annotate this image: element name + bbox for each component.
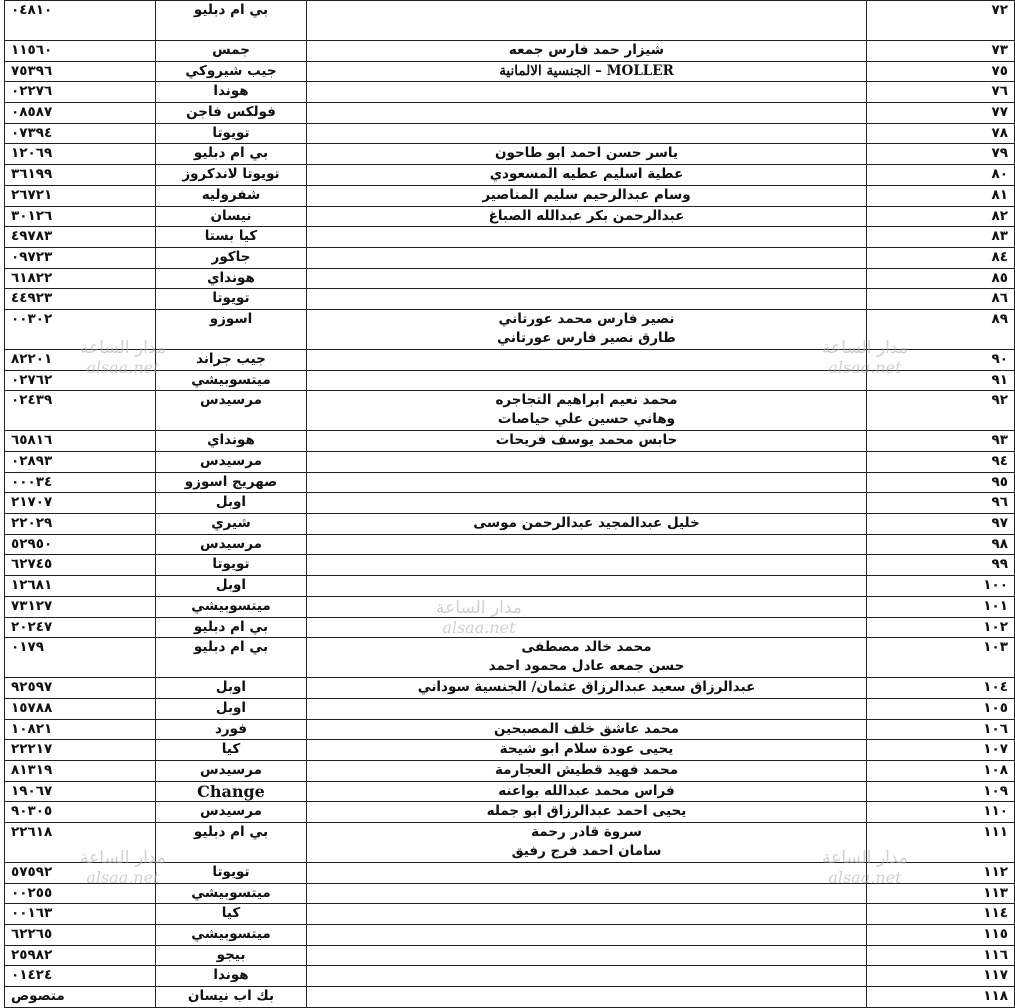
watermark-arabic: مدار الساعة: [80, 848, 166, 868]
plate-number: ٢٠٢٤٧: [5, 617, 156, 638]
owner-name: محمد خالد مصطفى: [521, 639, 652, 656]
vehicle-make: تويوتا: [156, 123, 307, 144]
table-row: [5, 206, 1015, 227]
row-number: ١٠٣: [867, 638, 1015, 678]
table-row: [5, 247, 1015, 268]
table-row: [5, 883, 1015, 904]
row-number: ٩٠: [867, 349, 1015, 370]
table-body: [5, 1, 1015, 1008]
plate-number: ٦٢٢٦٥: [5, 925, 156, 946]
owner-names: [307, 493, 867, 514]
owner-name: عبدالرزاق سعيد عبدالرزاق عثمان/ الجنسية سوداني: [417, 679, 756, 696]
row-number: ١١٤: [867, 904, 1015, 925]
vehicle-make: بي ام دبليو: [156, 617, 307, 638]
plate-number: ٠٢٢٧٦: [5, 82, 156, 103]
plate-number: ١٠٨٢١: [5, 719, 156, 740]
watermark-url: alsaa.net: [828, 868, 902, 887]
owner-names: [307, 472, 867, 493]
table-row: [5, 391, 1015, 431]
table-row: [5, 617, 1015, 638]
owner-names: [307, 391, 867, 431]
row-number: ١١٥: [867, 925, 1015, 946]
owner-name: حابس محمد يوسف فريحات: [495, 432, 678, 449]
plate-number: ٤٩٧٨٣: [5, 227, 156, 248]
owner-name: نصير فارس محمد عورتاني: [498, 310, 675, 327]
plate-number: ٩٠٣٠٥: [5, 802, 156, 823]
owner-names: [307, 103, 867, 124]
owner-names: [307, 555, 867, 576]
plate-number: ٠٠٣٠٢: [5, 309, 156, 349]
plate-number: ٣٠١٢٦: [5, 206, 156, 227]
owner-names: [307, 61, 867, 82]
owner-names: [307, 945, 867, 966]
owner-name: عبدالرحمن بكر عبدالله الصباغ: [488, 207, 685, 224]
owner-names: [307, 82, 867, 103]
table-row: [5, 987, 1015, 1008]
owner-names: [307, 863, 867, 884]
table-row: [5, 945, 1015, 966]
row-number: ٨٦: [867, 289, 1015, 310]
row-number: ١٠٢: [867, 617, 1015, 638]
vehicle-make: صهريج اسوزو: [156, 472, 307, 493]
owner-names: [307, 123, 867, 144]
owner-names: [307, 431, 867, 452]
vehicle-make: بي ام دبليو: [156, 638, 307, 678]
owner-name: عطية اسليم عطيه المسعودي: [489, 166, 684, 183]
row-number: ١٠٠: [867, 576, 1015, 597]
plate-number: ٥٢٩٥٠: [5, 534, 156, 555]
row-number: ١٠٦: [867, 719, 1015, 740]
row-number: ١١٠: [867, 802, 1015, 823]
row-number: ١١١: [867, 823, 1015, 863]
owner-names: [307, 823, 867, 863]
row-number: ١٠٩: [867, 781, 1015, 802]
vehicle-make: جمس: [156, 41, 307, 62]
table-row: [5, 781, 1015, 802]
table-row: [5, 472, 1015, 493]
vehicle-make: هوندا: [156, 966, 307, 987]
table-row: [5, 41, 1015, 62]
plate-number: ٦١٨٢٢: [5, 268, 156, 289]
row-number: ١٠٤: [867, 678, 1015, 699]
vehicle-make: هونداي: [156, 431, 307, 452]
vehicle-make: جاكور: [156, 247, 307, 268]
owner-name: فراس محمد عبدالله بواعنه: [498, 782, 675, 799]
owner-name: شيزار حمد فارس جمعه: [508, 42, 665, 58]
plate-number: ٠٢٤٣٩: [5, 391, 156, 431]
vehicle-make: فورد: [156, 719, 307, 740]
table-row: [5, 802, 1015, 823]
plate-number: ٠٢٨٩٣: [5, 452, 156, 473]
owner-name: محمد عاشق خلف المصبحين: [493, 720, 680, 737]
row-number: ٨٢: [867, 206, 1015, 227]
vehicle-make: ميتسوبيشي: [156, 370, 307, 391]
plate-number: ٠٠١٦٣: [5, 904, 156, 925]
vehicle-make: Change: [156, 781, 307, 802]
table-row: [5, 925, 1015, 946]
plate-number: ٢٢٦١٨: [5, 823, 156, 863]
vehicle-make: مرسيدس: [156, 534, 307, 555]
vehicle-owner-table: [4, 0, 1015, 1008]
watermark-url: alsaa.net: [86, 358, 160, 377]
vehicle-make: تويوتا: [156, 863, 307, 884]
table-row: [5, 144, 1015, 165]
table-row: [5, 740, 1015, 761]
row-number: ١٠٨: [867, 760, 1015, 781]
owner-name: يحيى احمد عبدالرزاق ابو جمله: [486, 803, 687, 820]
vehicle-make: اوبل: [156, 698, 307, 719]
owner-names: [307, 925, 867, 946]
vehicle-make: جيب جراند: [156, 349, 307, 370]
table-row: [5, 289, 1015, 310]
owner-names: [307, 781, 867, 802]
plate-number: ٢٢٢١٧: [5, 740, 156, 761]
table-row: [5, 452, 1015, 473]
plate-number: ١٥٧٨٨: [5, 698, 156, 719]
table-row: [5, 268, 1015, 289]
vehicle-make: تويوتا: [156, 289, 307, 310]
table-row: [5, 82, 1015, 103]
row-number: ٨٤: [867, 247, 1015, 268]
owner-names: [307, 678, 867, 699]
vehicle-make: مرسيدس: [156, 391, 307, 431]
table-row: [5, 123, 1015, 144]
watermark-url: alsaa.net: [86, 868, 160, 887]
owner-names: [307, 576, 867, 597]
table-row: [5, 349, 1015, 370]
watermark-arabic: مدار الساعة: [822, 848, 908, 868]
table-row: [5, 61, 1015, 82]
vehicle-make: كيا: [156, 740, 307, 761]
table-row: [5, 678, 1015, 699]
row-number: ٩٢: [867, 391, 1015, 431]
owner-name: حسن جمعه عادل محمود احمد: [488, 658, 685, 675]
vehicle-make: جيب شيروكي: [156, 61, 307, 82]
plate-number: ٠٧٣٩٤: [5, 123, 156, 144]
owner-names: [307, 206, 867, 227]
owner-name: يحيى عودة سلام ابو شيحة: [499, 741, 674, 758]
owner-names: [307, 987, 867, 1008]
table-row: [5, 638, 1015, 678]
watermark-arabic: مدار الساعة: [80, 338, 166, 358]
row-number: ٩١: [867, 370, 1015, 391]
table-row: [5, 514, 1015, 535]
row-number: ١١٧: [867, 966, 1015, 987]
plate-number: ١١٥٦٠: [5, 41, 156, 62]
table-row: [5, 698, 1015, 719]
owner-name: سامان احمد فرج رفيق: [511, 843, 662, 859]
table-row: [5, 719, 1015, 740]
owner-names: [307, 638, 867, 678]
row-number: ٧٩: [867, 144, 1015, 165]
row-number: ٩٦: [867, 493, 1015, 514]
table-row: [5, 863, 1015, 884]
owner-names: [307, 349, 867, 370]
owner-name: محمد فهيد قطيش العجارمة: [494, 761, 679, 778]
owner-names: [307, 452, 867, 473]
owner-names: [307, 185, 867, 206]
owner-name: MOLLER – الجنسية الالمانية: [499, 62, 674, 79]
watermark-arabic: مدار الساعة: [436, 598, 522, 618]
owner-names: [307, 370, 867, 391]
vehicle-make: ميتسوبيشي: [156, 883, 307, 904]
owner-names: [307, 268, 867, 289]
vehicle-make: كيا: [156, 904, 307, 925]
plate-number: ٧٥٣٩٦: [5, 61, 156, 82]
owner-names: [307, 698, 867, 719]
row-number: ١٠١: [867, 596, 1015, 617]
plate-number: ٤٤٩٢٣: [5, 289, 156, 310]
plate-number: ٥٧٥٩٢: [5, 863, 156, 884]
table-row: [5, 966, 1015, 987]
watermark-url: alsaa.net: [442, 618, 516, 637]
owner-names: [307, 309, 867, 349]
owner-names: [307, 247, 867, 268]
table-row: [5, 103, 1015, 124]
row-number: ١٠٧: [867, 740, 1015, 761]
plate-number: ٢١٧٠٧: [5, 493, 156, 514]
plate-number: ١٩٠٦٧: [5, 781, 156, 802]
vehicle-make: هونداي: [156, 268, 307, 289]
table-row: [5, 904, 1015, 925]
owner-names: [307, 904, 867, 925]
vehicle-make: شفروليه: [156, 185, 307, 206]
table-row: [5, 227, 1015, 248]
row-number: ٧٢: [867, 1, 1015, 41]
plate-number: ٢٥٩٨٢: [5, 945, 156, 966]
owner-names: [307, 144, 867, 165]
row-number: ٩٧: [867, 514, 1015, 535]
owner-names: [307, 534, 867, 555]
owner-names: [307, 596, 867, 617]
table-row: [5, 165, 1015, 186]
vehicle-make: بيجو: [156, 945, 307, 966]
vehicle-make: ميتسوبيشي: [156, 596, 307, 617]
vehicle-make: فولكس فاجن: [156, 103, 307, 124]
owner-names: [307, 802, 867, 823]
row-number: ٩٨: [867, 534, 1015, 555]
row-number: ٨٠: [867, 165, 1015, 186]
vehicle-make: اوبل: [156, 493, 307, 514]
plate-number: ٢٢٠٢٩: [5, 514, 156, 535]
row-number: ٧٨: [867, 123, 1015, 144]
row-number: ١٠٥: [867, 698, 1015, 719]
table-row: [5, 185, 1015, 206]
vehicle-make: بي ام دبليو: [156, 1, 307, 41]
table-row: [5, 309, 1015, 349]
watermark-url: alsaa.net: [828, 358, 902, 377]
vehicle-make: اوبل: [156, 576, 307, 597]
vehicle-make: تويوتا: [156, 555, 307, 576]
row-number: ٩٥: [867, 472, 1015, 493]
row-number: ٨٩: [867, 309, 1015, 349]
plate-number: ٦٥٨١٦: [5, 431, 156, 452]
owner-names: [307, 514, 867, 535]
plate-number: ٢٦٧٢١: [5, 185, 156, 206]
owner-names: [307, 740, 867, 761]
vehicle-make: ميتسوبيشي: [156, 925, 307, 946]
plate-number: ٠٩٧٢٣: [5, 247, 156, 268]
vehicle-make: بي ام دبليو: [156, 823, 307, 863]
row-number: ٩٣: [867, 431, 1015, 452]
owner-names: [307, 760, 867, 781]
vehicle-make: مرسيدس: [156, 452, 307, 473]
table-row: [5, 534, 1015, 555]
plate-number: ٨٢٢٠١: [5, 349, 156, 370]
table-row: [5, 1, 1015, 41]
row-number: ١١٨: [867, 987, 1015, 1008]
vehicle-make: نيسان: [156, 206, 307, 227]
plate-number: ٠٤٨١٠: [5, 1, 156, 41]
vehicle-make: اسوزو: [156, 309, 307, 349]
table-row: [5, 431, 1015, 452]
plate-number: ١٢٦٨١: [5, 576, 156, 597]
row-number: ٨٥: [867, 268, 1015, 289]
owner-names: [307, 289, 867, 310]
owner-name: وهاني حسين علي حياصات: [497, 411, 676, 428]
owner-names: [307, 1, 867, 41]
plate-number: ٠٨٥٨٧: [5, 103, 156, 124]
row-number: ٧٦: [867, 82, 1015, 103]
plate-number: ٩٢٥٩٧: [5, 678, 156, 699]
row-number: ١١٣: [867, 883, 1015, 904]
row-number: ٧٧: [867, 103, 1015, 124]
plate-number: ٧٣١٢٧: [5, 596, 156, 617]
owner-name: محمد نعيم ابراهيم التجاجره: [495, 392, 678, 409]
owner-name: سروة قادر رحمة: [531, 824, 642, 840]
plate-number: ٠٢٧٦٢: [5, 370, 156, 391]
table-row: [5, 370, 1015, 391]
table-row: [5, 493, 1015, 514]
vehicle-make: هوندا: [156, 82, 307, 103]
owner-names: [307, 617, 867, 638]
vehicle-make: مرسيدس: [156, 802, 307, 823]
plate-number: ٣٦١٩٩: [5, 165, 156, 186]
owner-names: [307, 719, 867, 740]
plate-number: ١٢٠٦٩: [5, 144, 156, 165]
vehicle-make: مرسيدس: [156, 760, 307, 781]
owner-names: [307, 966, 867, 987]
owner-name: طارق نصير فارس عورتاني: [497, 329, 676, 346]
row-number: ١١٦: [867, 945, 1015, 966]
vehicle-make: شيري: [156, 514, 307, 535]
owner-name: خليل عبدالمجيد عبدالرحمن موسى: [473, 515, 700, 532]
vehicle-make: كيا بستا: [156, 227, 307, 248]
owner-names: [307, 165, 867, 186]
owner-names: [307, 41, 867, 62]
plate-number: ٠١٧٩: [5, 638, 156, 678]
owner-names: [307, 883, 867, 904]
plate-number: متصوص: [5, 987, 156, 1008]
plate-number: ٠٠٠٣٤: [5, 472, 156, 493]
row-number: ٩٤: [867, 452, 1015, 473]
row-number: ٧٥: [867, 61, 1015, 82]
plate-number: ٨١٣١٩: [5, 760, 156, 781]
table-row: [5, 760, 1015, 781]
row-number: ٧٣: [867, 41, 1015, 62]
watermark-arabic: مدار الساعة: [822, 338, 908, 358]
plate-number: ٠٠٢٥٥: [5, 883, 156, 904]
row-number: ٨١: [867, 185, 1015, 206]
row-number: ١١٢: [867, 863, 1015, 884]
plate-number: ٦٢٧٤٥: [5, 555, 156, 576]
vehicle-make: بي ام دبليو: [156, 144, 307, 165]
plate-number: ٠١٤٢٤: [5, 966, 156, 987]
table-row: [5, 596, 1015, 617]
owner-name: ياسر حسن احمد ابو طاحون: [494, 145, 679, 162]
table-row: [5, 576, 1015, 597]
row-number: ٩٩: [867, 555, 1015, 576]
vehicle-make: بك اب نيسان: [156, 987, 307, 1008]
table-row: [5, 823, 1015, 863]
owner-name: وسام عبدالرحيم سليم المناصير: [482, 186, 691, 203]
vehicle-make: اوبل: [156, 678, 307, 699]
owner-names: [307, 227, 867, 248]
row-number: ٨٣: [867, 227, 1015, 248]
table-row: [5, 555, 1015, 576]
vehicle-make: تويوتا لاندكروز: [156, 165, 307, 186]
